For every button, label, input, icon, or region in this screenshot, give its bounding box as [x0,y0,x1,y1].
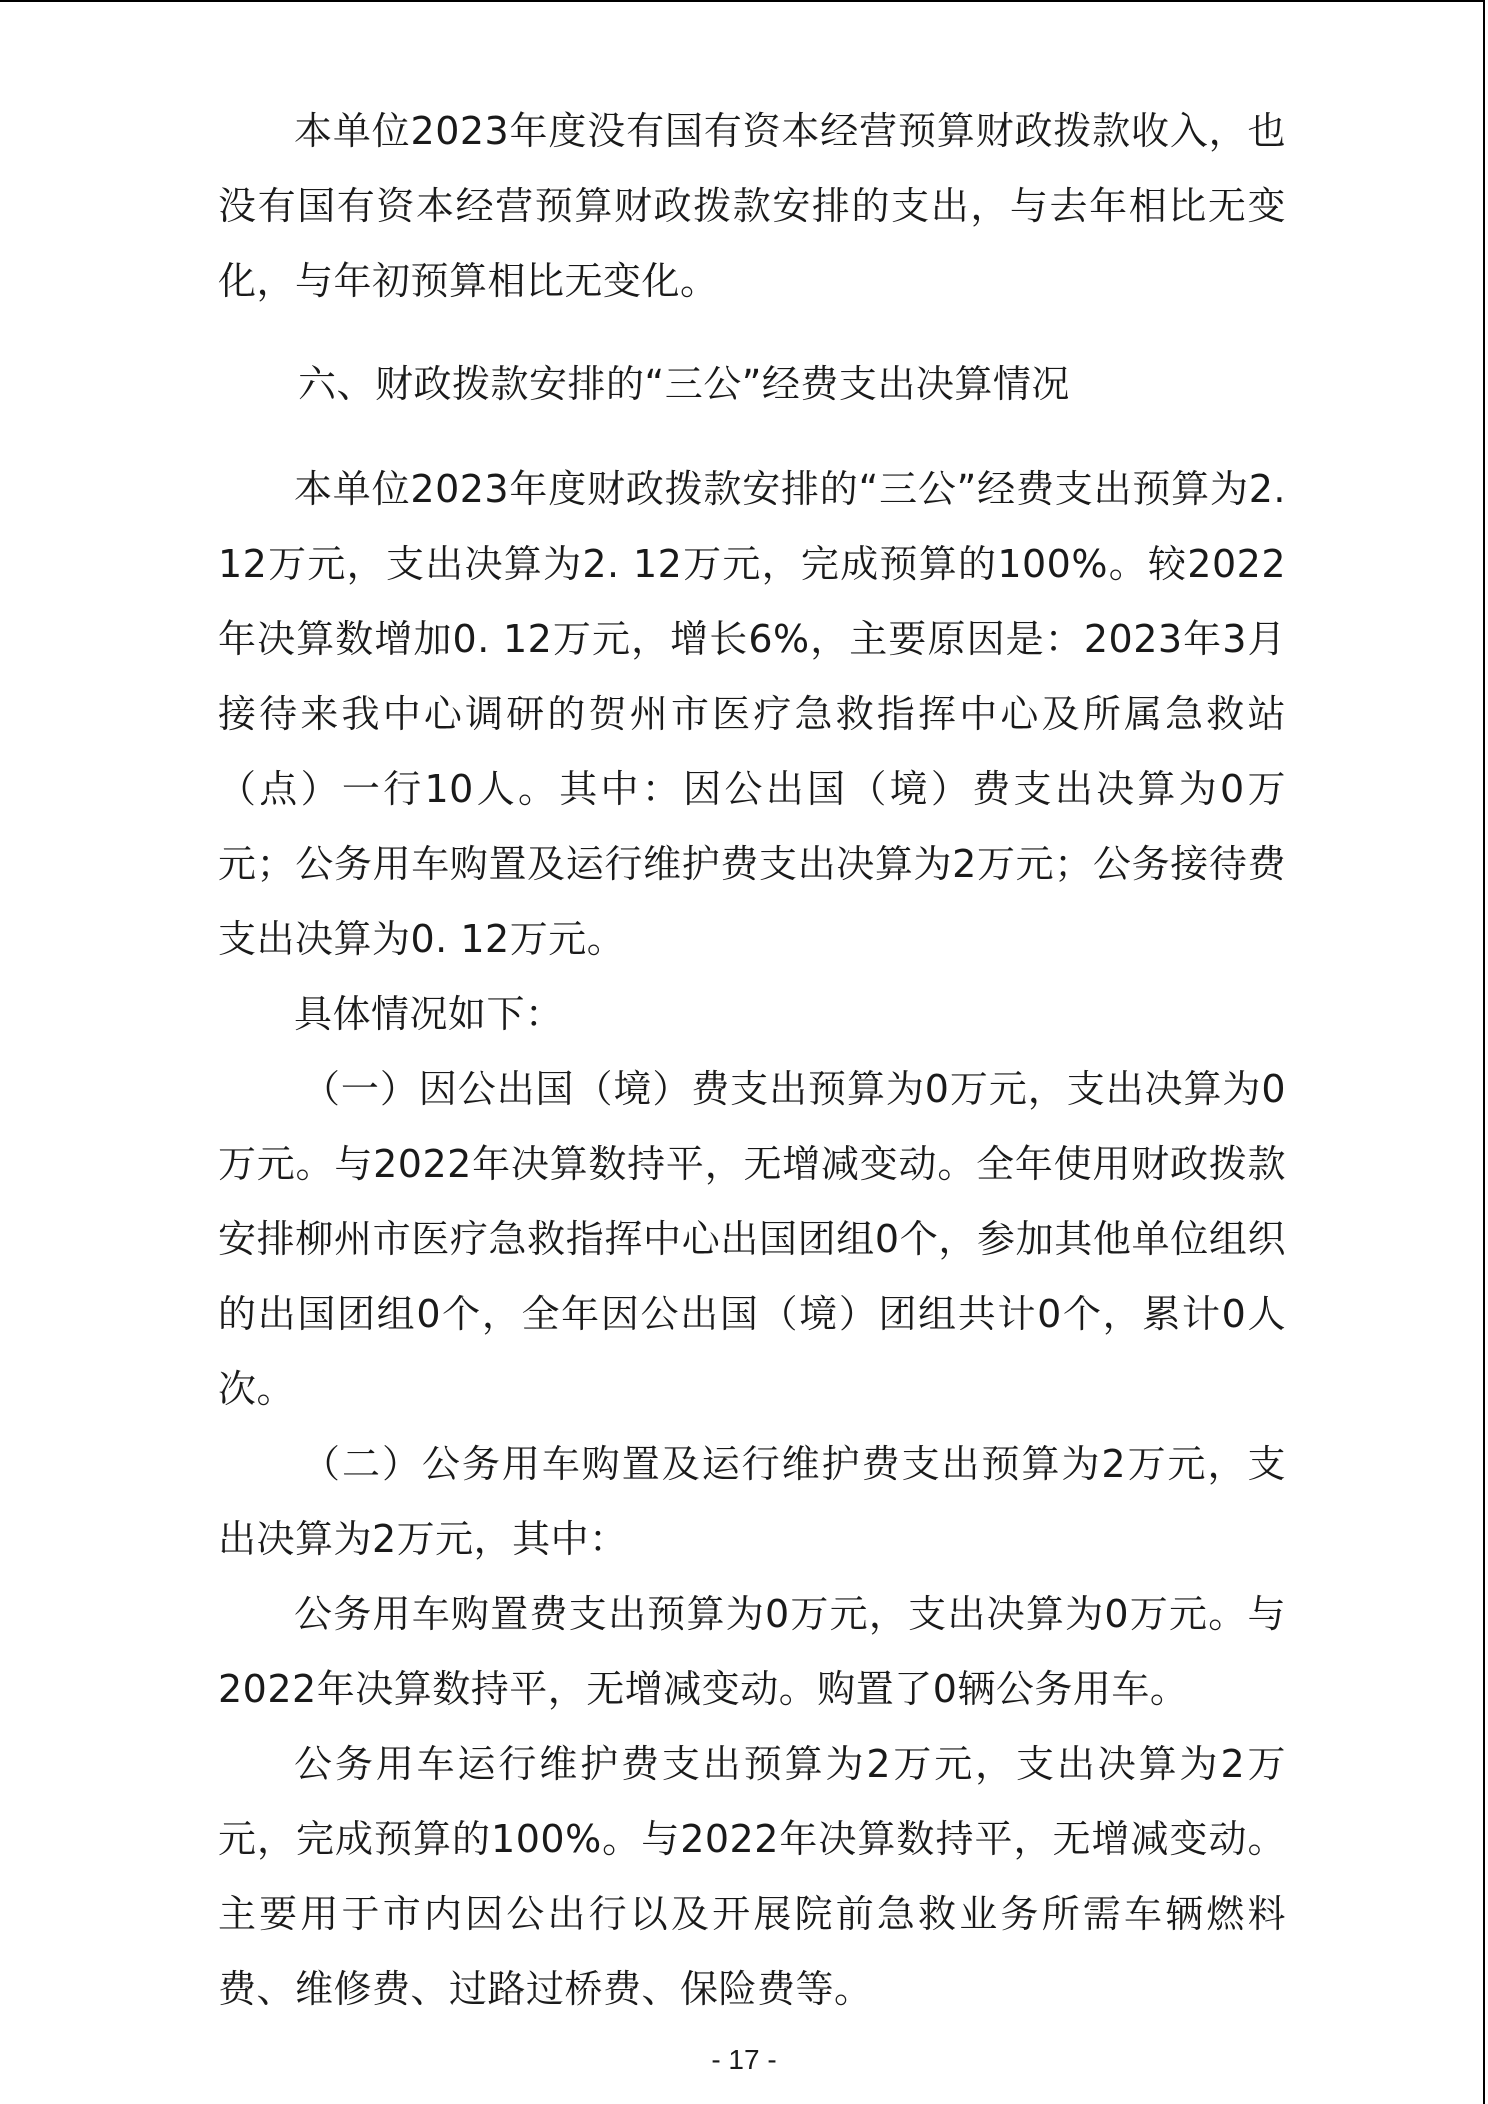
page-number: - 17 - [711,2044,777,2075]
paragraph-vehicle-purchase: 公务用车购置费支出预算为0万元，支出决算为0万元。与2022年决算数持平，无增减变动。购置了0辆公务用车。 [218,1592,1286,1711]
paragraph-vehicle-maintenance: 公务用车运行维护费支出预算为2万元，支出决算为2万元，完成预算的100%。与2022年决算数持平，无增减变动。主要用于市内因公出行以及开展院前急救业务所需车辆燃料费、维修费、过路过桥费、保险费等。 [218,1742,1286,2011]
paragraph-state-capital-budget: 本单位2023年度没有国有资本经营预算财政拨款收入，也没有国有资本经营预算财政拨款安排的支出，与去年相比无变化，与年初预算相比无变化。 [218,109,1286,303]
document-body [218,94,1286,2027]
paragraph-details-intro: 具体情况如下： [294,992,564,1036]
paragraph-overseas-travel: （一）因公出国（境）费支出预算为0万元，支出决算为0万元。与2022年决算数持平，无增减变动。全年使用财政拨款安排柳州市医疗急救指挥中心出国团组0个，参加其他单位组织的出国团组0个，全年因公出国（境）团组共计0个，累计0人次。 [218,1067,1286,1411]
paragraph-vehicle-expenses: （二）公务用车购置及运行维护费支出预算为2万元，支出决算为2万元，其中： [218,1442,1286,1561]
paragraph-three-public-summary: 本单位2023年度财政拨款安排的“三公”经费支出预算为2. 12万元，支出决算为2. 12万元，完成预算的100%。较2022年决算数增加0. 12万元，增长6%，主要原因是：2023年3月接待来我中心调研的贺州市医疗急救指挥中心及所属急救站（点）一行10人。其中：因公出国（境）费支出决算为0万元；公务用车购置及运行维护费支出决算为2万元；公务接待费支出决算为0. 12万元。 [218,467,1286,961]
section-heading-three-public-expenses: 六、财政拨款安排的“三公”经费支出决算情况 [298,362,1070,406]
